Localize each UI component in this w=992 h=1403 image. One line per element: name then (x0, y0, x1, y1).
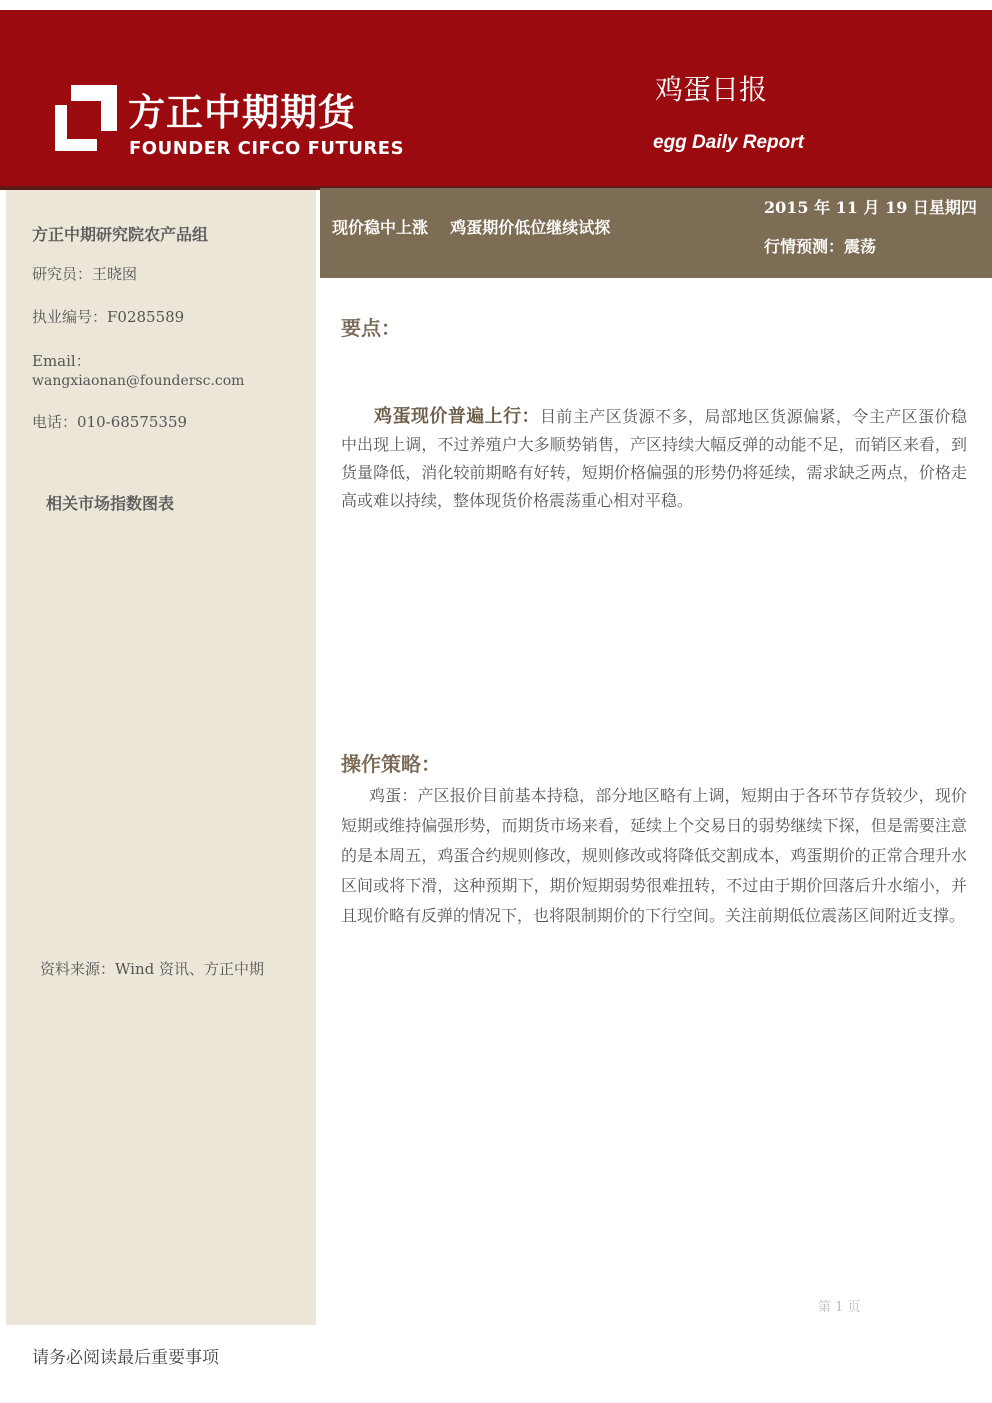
key-point-lead: 鸡蛋现价普遍上行： (374, 406, 540, 427)
report-date: 2015 年 11 月 19 日星期四 (764, 198, 977, 217)
email-label: Email： (32, 352, 91, 370)
footer-note: 请务必阅读最后重要事项 (32, 1348, 219, 1368)
key-point-text: 目前主产区货源不多，局部地区货源偏紧，令主产区蛋价稳中出现上调，不过养殖户大多顺势销售，产区持续大幅反弹的动能不足，而销区来看，到货量降低，消化较前期略有好转，短期价格偏强的形势仍将延续，需求缺乏两点，价格走高或难以持续，整体现货价格震荡重心相对平稳。 (341, 407, 967, 510)
strategy-paragraph: 鸡蛋：产区报价目前基本持稳，部分地区略有上调，短期由于各环节存货较少，现价短期或维持偏强形势，而期货市场来看，延续上个交易日的弱势继续下探，但是需要注意的是本周五，鸡蛋合约规则修改，规则修改或将降低交割成本，鸡蛋期价的正常合理升水区间或将下滑，这种预期下，期价短期弱势很难扭转，不过由于期价回落后升水缩小，并且现价略有反弹的情况下，也将限制期价的下行空间。关注前期低位震荡区间附近支撑。 (341, 786, 967, 925)
data-source: 资料来源：Wind 资讯、方正中期 (40, 960, 264, 978)
charts-heading: 相关市场指数图表 (46, 494, 175, 513)
headline: 现价稳中上涨 鸡蛋期价低位继续试探 (332, 218, 611, 237)
report-subtitle: egg Daily Report (653, 132, 804, 153)
research-group: 方正中期研究院农产品组 (32, 225, 209, 244)
key-point-paragraph (341, 403, 967, 515)
email-address: wangxiaonan@foundersc.com (32, 373, 245, 389)
market-forecast: 行情预测：震荡 (764, 237, 877, 256)
logo-cn-text: 方正中期期货 (128, 91, 356, 134)
phone-number: 电话：010-68575359 (32, 413, 188, 431)
strategy-title: 操作策略： (341, 752, 441, 776)
key-points-title: 要点： (341, 316, 401, 340)
analyst-name: 研究员：王晓囡 (32, 265, 138, 283)
sidebar (6, 190, 316, 1325)
report-title: 鸡蛋日报 (655, 73, 768, 106)
page-number: 第 1 页 (818, 1300, 861, 1315)
founder-logo-icon (55, 85, 117, 151)
license-number: 执业编号：F0285589 (32, 308, 185, 326)
logo-en-text: FOUNDER CIFCO FUTURES (129, 138, 405, 159)
report-title-bar (320, 188, 992, 278)
header-banner (0, 10, 992, 190)
